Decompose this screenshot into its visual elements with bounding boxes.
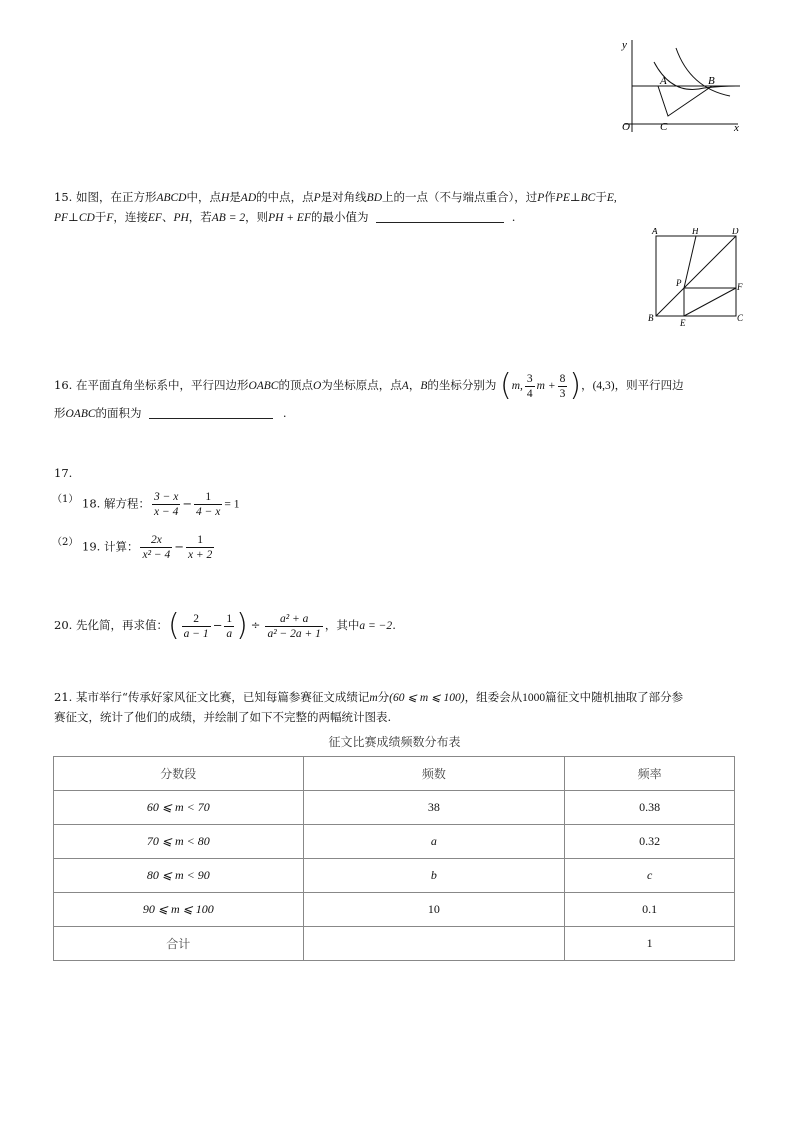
diagonal-bd [656,236,736,316]
question-18: （1） 18. 解方程： $\frac{3 - x}{x - 4}$ − $\frac{1}{4 - x}$ = 1 [52,491,240,518]
svg-text:F: F [737,282,743,292]
svg-text:C: C [737,313,744,323]
segment-ph [684,236,696,288]
table-row [54,893,735,927]
table-row [54,791,735,825]
graph-point-a: A [660,75,667,87]
q16-line-1: 16. 在平面直角坐标系中，平行四边形OABC的顶点O为坐标原点，点A，B的坐标分别为 (m, $\frac{3}{4}$ m + $\frac{8}{3}$ )，(4,3)，则平行四边 [54,368,684,403]
graph-y-label: y [622,39,627,51]
question-16 [54,368,684,423]
segment-ef [684,288,736,316]
function-graph-figure [612,36,752,136]
svg-text:D: D [732,228,739,236]
graph-point-b: B [708,75,715,87]
table-cell: 1 [565,927,735,961]
triangle-abc [658,86,712,116]
table-cell: 90 ⩽ m ⩽ 100 [54,893,304,927]
answer-blank-15[interactable] [376,210,504,223]
q15-line-1: 15. 如图，在正方形ABCD中，点H是AD的中点，点P是对角线BD上的一点（不与端点重合），过P作PE⊥BC于E, [54,190,617,204]
table-cell: 合计 [54,927,304,961]
q21-line-2: 赛征文，统计了他们的成绩，并绘制了如下不完整的两幅统计图表. [54,710,392,724]
question-21 [54,688,683,726]
graph-x-label: x [734,122,739,134]
table-row [54,825,735,859]
graph-point-c: C [660,121,668,133]
table-cell: 0.38 [565,791,735,825]
question-20: 20. 先化简，再求值：( $\frac{2}{a - 1}$ − $\frac{1}{a}$ ) ÷ $\frac{\text{a² + a}}{\text{a² − 2a + 1}}$ ，其中a = −2. [54,608,396,643]
table-cell: 38 [303,791,565,825]
table-row [54,859,735,893]
q21-line-1: 21. 某市举行“传承好家风征文比赛，已知每篇参赛征文成绩记m分(60 ⩽ m ⩽ 100)，组委会从1000篇征文中随机抽取了部分参 [54,690,684,704]
table-cell: 10 [303,893,565,927]
table-cell: a [303,825,565,859]
graph-origin-label: O [622,121,630,133]
svg-text:E: E [680,318,686,328]
table-cell: 0.32 [565,825,735,859]
question-19: （2） 19. 计算： $\frac{2x}{\text{x² − 4}}$ − $\frac{1}{x + 2}$ [52,534,213,561]
table-cell: 70 ⩽ m < 80 [54,825,304,859]
answer-blank-16[interactable] [149,406,273,419]
svg-text:P: P [676,278,682,288]
table-header-cell: 分数段 [54,757,304,791]
table-header-cell: 频数 [303,757,565,791]
table-cell [303,927,565,961]
table-row [54,927,735,961]
table-header-row [54,757,735,791]
table-header-cell: 频率 [565,757,735,791]
table-cell: b [303,859,565,893]
table-cell: c [565,859,735,893]
svg-text:H: H [692,228,699,236]
q16-line-2: 形OABC的面积为 . [54,406,287,420]
question-17: 17. [54,466,73,480]
table-cell: 0.1 [565,893,735,927]
svg-text:B: B [648,313,654,323]
table-title: 征文比赛成绩频数分布表 [328,735,461,749]
table-cell: 60 ⩽ m < 70 [54,791,304,825]
svg-text:A: A [652,228,658,236]
q15-line-2: PF⊥CD于F，连接EF、PH，若AB = 2，则PH + EF的最小值为 . [54,210,516,224]
frequency-table [53,756,735,961]
square-figure [646,228,746,330]
table-cell: 80 ⩽ m < 90 [54,859,304,893]
question-15 [54,188,617,227]
